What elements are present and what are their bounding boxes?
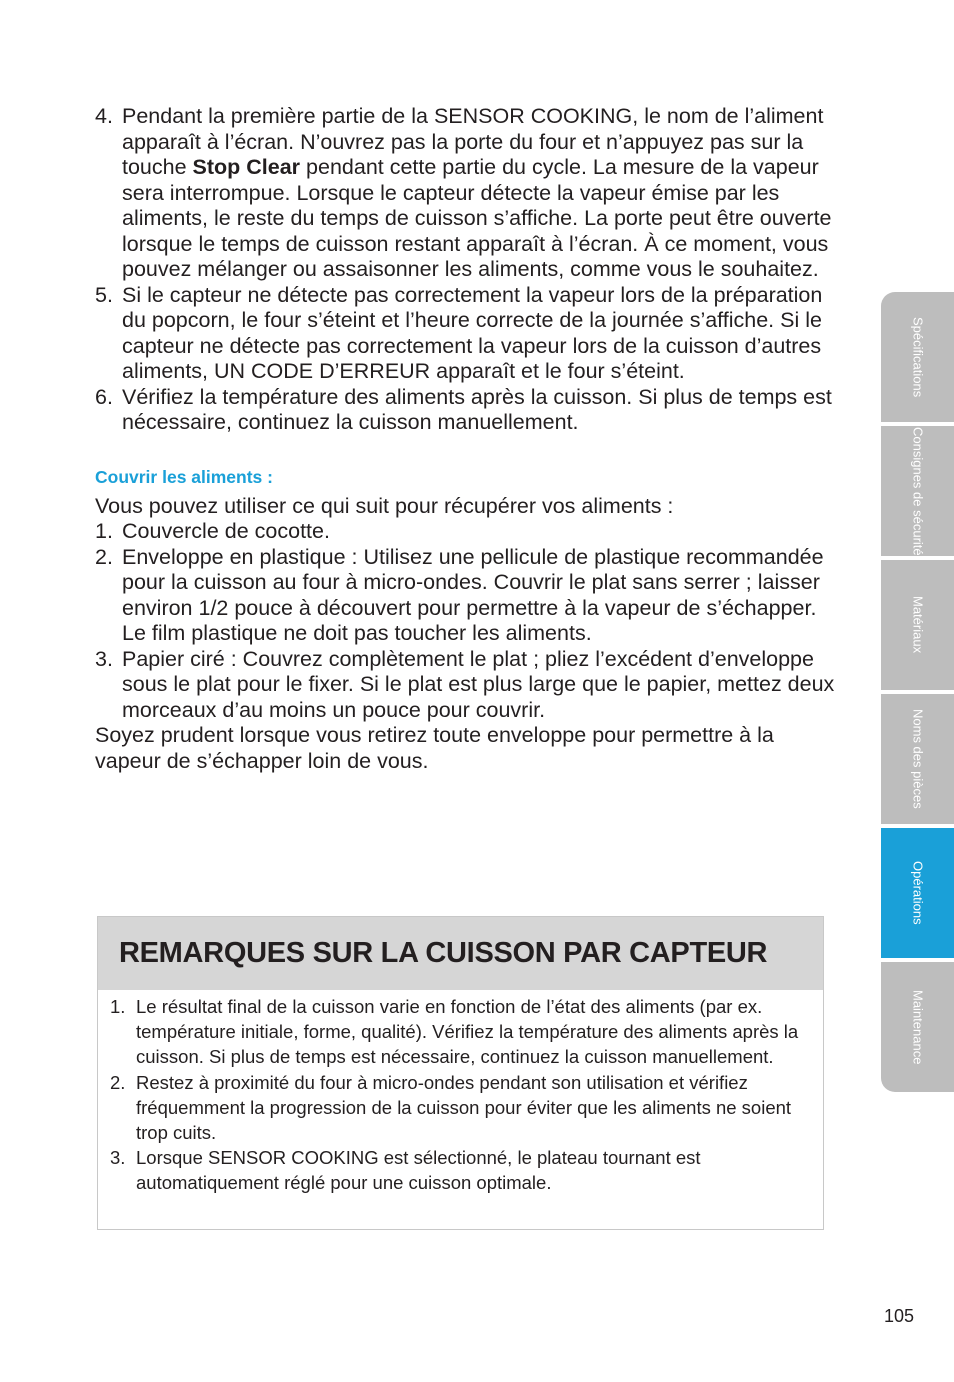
tab-maintenance[interactable] <box>881 962 954 1092</box>
list-item <box>110 994 811 1070</box>
sensor-notes-title: REMARQUES SUR LA CUISSON PAR CAPTEUR <box>119 937 768 969</box>
text-run: pendant cette partie du cycle. La mesure de la vapeur sera interrompue. Lorsque le capteur détecte la vapeur émise par les aliments, le reste du temps de cuisson s’affiche. La porte peut être ouverte lorsque le temps de cuisson restant apparaît à l’écran. À ce moment, vous pouvez mélanger ou assaisonner les aliments, comme vous le souhaitez. <box>122 155 832 281</box>
main-content <box>95 104 840 774</box>
list-item <box>95 647 840 724</box>
item-number: 5. <box>95 282 113 307</box>
item-number: 2. <box>110 1071 126 1093</box>
item-number: 2. <box>95 544 113 569</box>
item-number: 1. <box>110 996 126 1017</box>
item-text: Le résultat final de la cuisson varie en fonction de l’état des aliments (par ex. température initiale, forme, qualité). Vérifiez la température des aliments après la cuisson. Si plus de temps est nécessaire, continuez la cuisson manuellement. <box>136 996 799 1068</box>
sensor-notes-header <box>98 917 823 990</box>
list-item <box>95 104 840 283</box>
item-number: 3. <box>110 1147 126 1169</box>
tab-specifications[interactable] <box>881 292 954 422</box>
item-text: Enveloppe en plastique : Utilisez une pellicule de plastique recommandée pour la cuisson au four à micro-ondes. Couvrir le plat sans serrer ; laisser environ 1/2 pouce à découvert pour permettre à la vapeur de s’échapper. Le film plastique ne doit pas toucher les aliments. <box>122 544 824 645</box>
item-text: Si le capteur ne détecte pas correctement la vapeur lors de la préparation du popcorn, le four s’éteint et l’heure correcte de la journée s’affiche. Si le capteur ne détecte pas correctement la vapeur lors de la cuisson d’autres aliments, UN CODE D’ERREUR apparaît et le four s’éteint. <box>122 282 823 383</box>
list-item <box>95 385 840 436</box>
item-text <box>122 104 840 283</box>
cover-intro: Vous pouvez utiliser ce qui suit pour récupérer vos aliments : <box>95 493 674 518</box>
cover-heading: Couvrir les aliments : <box>95 466 273 487</box>
item-number: 1. <box>95 519 113 543</box>
sensor-notes-list <box>98 990 823 1196</box>
list-item <box>95 545 840 647</box>
list-item <box>95 519 840 545</box>
item-text: Vérifiez la température des aliments après la cuisson. Si plus de temps est nécessaire, continuez la cuisson manuellement. <box>122 384 832 434</box>
item-number: 3. <box>95 646 113 671</box>
list-item <box>110 1145 811 1195</box>
item-number: 6. <box>95 384 113 409</box>
item-text: Restez à proximité du four à micro-ondes pendant son utilisation et vérifiez fréquemment la progression de la cuisson pour éviter que les aliments ne soient trop cuits. <box>136 1071 792 1144</box>
item-text: Papier ciré : Couvrez complètement le plat ; pliez l’excédent d’enveloppe sous le plat pour le fixer. Si le plat est plus large que le papier, mettez deux morceaux d’au moins un pouce pour couvrir. <box>122 646 835 722</box>
page-number: 105 <box>884 1306 915 1326</box>
steps-list <box>95 104 840 436</box>
item-text: Lorsque SENSOR COOKING est sélectionné, le plateau tournant est automatiquement réglé pour une cuisson optimale. <box>136 1147 701 1194</box>
tab-part-names[interactable] <box>881 694 954 824</box>
tab-label: Maintenance <box>910 989 926 1065</box>
list-item <box>110 1070 811 1146</box>
item-number: 4. <box>95 104 113 128</box>
tab-label: Opérations <box>910 861 926 925</box>
tab-label: Consignes de sécurité <box>910 426 926 556</box>
section-tabs <box>881 292 954 1092</box>
tab-safety[interactable] <box>881 426 954 556</box>
cover-list <box>95 519 840 723</box>
tab-label: Spécifications <box>910 316 926 398</box>
list-item <box>95 283 840 385</box>
stop-clear-label: Stop Clear <box>192 155 301 179</box>
text-run: Pendant la première partie de la SENSOR COOKING, le nom de l’aliment apparaît à l’écran. N’ouvrez pas la porte du four et n’appuyez pas sur la touche <box>122 104 824 179</box>
item-text: Couvercle de cocotte. <box>122 519 330 543</box>
tab-label: Noms des pièces <box>910 709 926 809</box>
tab-operations[interactable] <box>881 828 954 958</box>
sensor-notes-box <box>97 916 824 1230</box>
cover-outro: Soyez prudent lorsque vous retirez toute enveloppe pour permettre à la vapeur de s’échapper loin de vous. <box>95 723 774 773</box>
tab-materials[interactable] <box>881 560 954 690</box>
tab-label: Matériaux <box>910 596 926 654</box>
